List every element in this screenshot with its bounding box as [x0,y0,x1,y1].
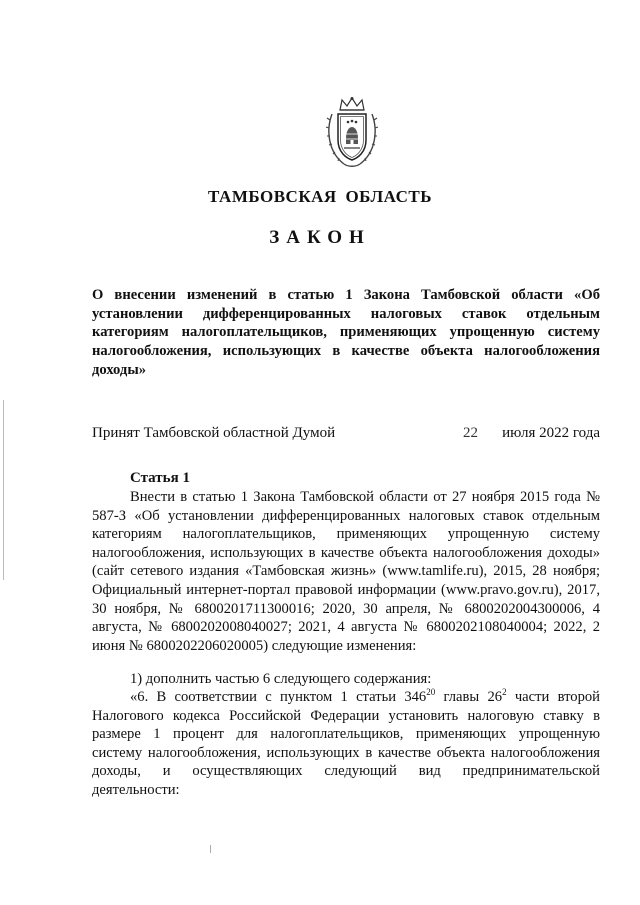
law-heading: О внесении изменений в статью 1 Закона Тамбовской области «Об установлении дифференцированных налоговых ставок отдельным категориям налогоплательщиков, применяющих упрощенную систему налогообложения, использующих в качестве объекта налогообложения доходы» [92,287,600,378]
scan-mark-bottom [210,845,211,853]
item-1-text: 1) дополнить частью 6 следующего содержания: [130,671,432,687]
item-1-paragraph [92,670,600,689]
quote-paragraph [92,688,600,800]
document-type-title: ЗАКОН [269,227,371,248]
quote-text [92,688,600,800]
superscript-20: 20 [426,687,436,697]
quote-start: «6. В соответствии с пунктом 1 статьи 346 [130,689,427,705]
region-title: ТАМБОВСКАЯ ОБЛАСТЬ [208,187,432,206]
scan-mark-left [3,400,4,580]
quote-middle: главы 26 [435,689,503,705]
article-intro-paragraph [92,488,600,655]
coat-of-arms-emblem [324,96,380,170]
adoption-text: Принят Тамбовской областной Думой [92,425,336,441]
article-intro-text: Внести в статью 1 Закона Тамбовской области от 27 ноября 2015 года № 587-З «Об установлении дифференцированных налоговых ставок отдельным категориям налогоплательщиков, применяющих упрощенную систему налогообложения, использующих в качестве объекта налогообложения доходы» (сайт сетевого издания «Тамбовская жизнь» (www.tamlife.ru), 2015, 28 ноября; Официальный интернет-портал правовой информации (www.pravo.gov.ru), 2017, 30 ноября, № 6800201711300016; 2020, 30 апреля, № 6800202004300006, 4 августа, № 6800202008040027; 2021, 4 августа № 6800202108040004; 2022, 2 июня № 6800202206020005) следующие изменения: [92,489,600,654]
adoption-day: 22 [463,425,478,441]
adoption-date: июля 2022 года [502,425,600,441]
adoption-line [92,425,600,445]
quote-end: части второй Налогового кодекса Российской Федерации установить налоговую ставку в размере 1 процент для налогоплательщиков, применяющих упрощенную систему налогообложения, использующих в качестве объекта налогообложения доходы, и осуществляющих следующий вид предпринимательской деятельности: [92,689,600,798]
article-title: Статья 1 [130,470,190,486]
superscript-2: 2 [502,687,507,697]
